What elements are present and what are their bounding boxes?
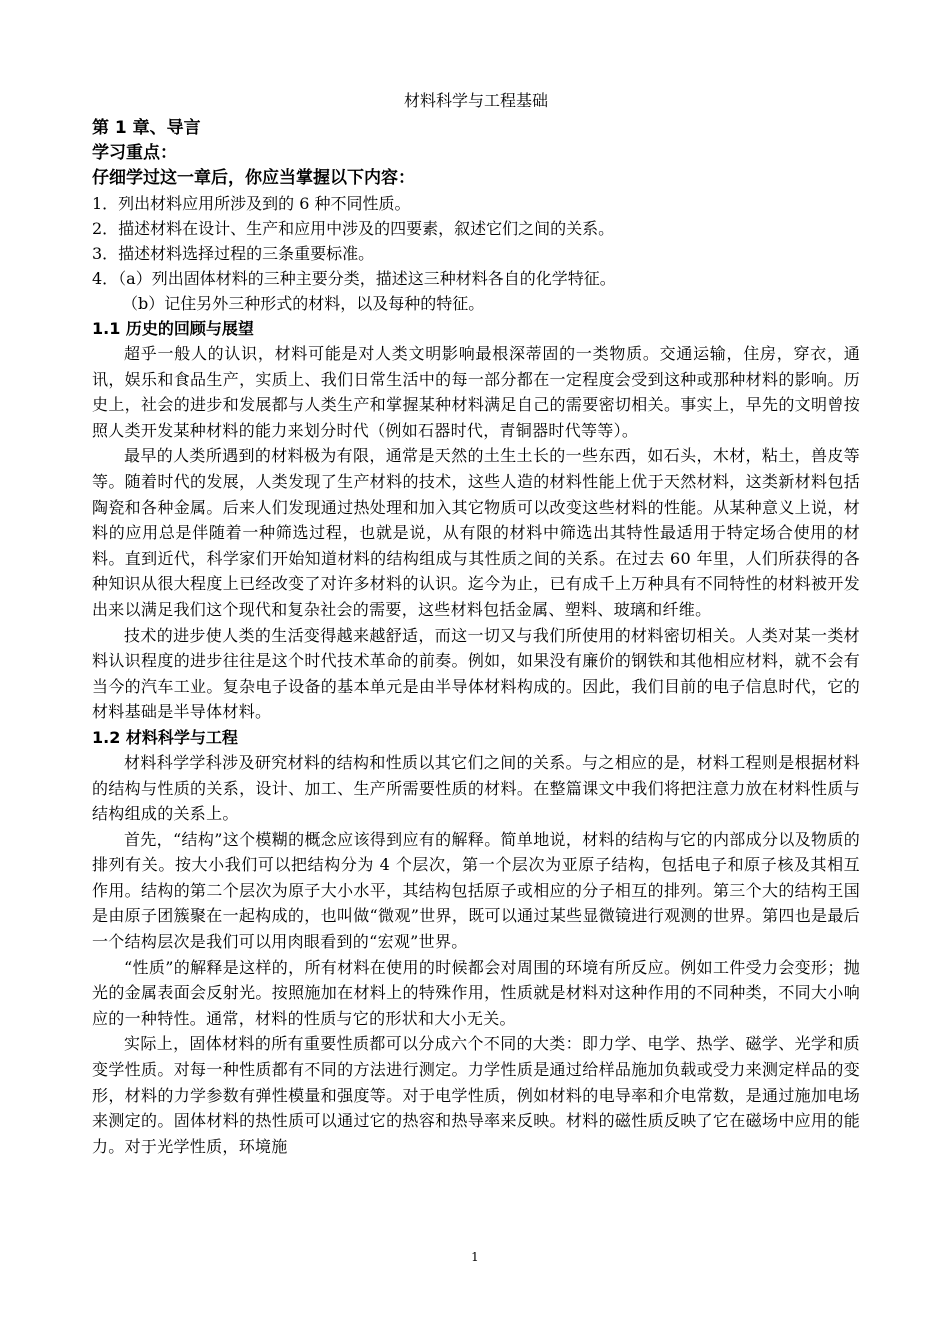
paragraph: 首先，“结构”这个模糊的概念应该得到应有的解释。简单地说，材料的结构与它的内部成分以及物质的排列有关。按大小我们可以把结构分为 4 个层次，第一个层次为亚原子结构，包括电子和原子核及其相互作用。结构的第二个层次为原子大小水平，其结构包括原子或相应的分子相互的排列。第三个大的结构王国是由原子团簇聚在一起构成的，也叫做“微观”世界，既可以通过某些显微镜进行观测的世界。第四也是最后一个结构层次是我们可以用肉眼看到的“宏观”世界。 (92, 829, 860, 952)
objective-item: 1．列出材料应用所涉及到的 6 种不同性质。 (92, 194, 411, 213)
paragraph: 技术的进步使人类的生活变得越来越舒适，而这一切又与我们所使用的材料密切相关。人类对某一类材料认识程度的进步往往是这个时代技术革命的前奏。例如，如果没有廉价的钢铁和其他相应材料，就不会有当今的汽车工业。复杂电子设备的基本单元是由半导体材料构成的。因此，我们目前的电子信息时代，它的材料基础是半导体材料。 (92, 625, 860, 722)
intro-line: 仔细学过这一章后，你应当掌握以下内容： (92, 168, 415, 188)
paragraph: 最早的人类所遇到的材料极为有限，通常是天然的土生土长的一些东西，如石头，木材，粘土，兽皮等等。随着时代的发展，人类发现了生产材料的技术，这些人造的材料性能上优于天然材料，这类新材料包括陶瓷和各种金属。后来人们发现通过热处理和加入其它物质可以改变这些材料的性能。从某种意义上说，材料的应用总是伴随着一种筛选过程，也就是说，从有限的材料中筛选出其特性最适用于特定场合使用的材料。直到近代，科学家们开始知道材料的结构组成与其性质之间的关系。在过去 60 年里，人们所获得的各种知识从很大程度上已经改变了对许多材料的认识。迄今为止，已有成千上万种具有不同特性的材料被开发出来以满足我们这个现代和复杂社会的需要，这些材料包括金属、塑料、玻璃和纤维。 (92, 446, 860, 619)
objective-subitem: （b）记住另外三种形式的材料，以及每种的特征。 (122, 294, 485, 313)
section-heading-materials-science: 1.2 材料科学与工程 (92, 727, 238, 747)
paragraph: “性质”的解释是这样的，所有材料在使用的时候都会对周围的环境有所反应。例如工件受力会变形；抛光的金属表面会反射光。按照施加在材料上的特殊作用，性质就是材料对这种作用的不同种类，不同大小响应的一种特性。通常，材料的性质与它的形状和大小无关。 (92, 957, 860, 1028)
paragraph: 实际上，固体材料的所有重要性质都可以分成六个不同的大类：即力学、电学、热学、磁学、光学和质变学性质。对每一种性质都有不同的方法进行测定。力学性质是通过给样品施加负载或受力来测定样品的变形，材料的力学参数有弹性模量和强度等。对于电学性质，例如材料的电导率和介电常数，是通过施加电场来测定的。固体材料的热性质可以通过它的热容和热导率来反映。材料的磁性质反映了它在磁场中应用的能力。对于光学性质，环境施 (92, 1034, 860, 1156)
chapter-heading: 第 1 章、导言 (92, 118, 201, 138)
paragraph: 材料科学学科涉及研究材料的结构和性质以其它们之间的关系。与之相应的是，材料工程则是根据材料的结构与性质的关系，设计、加工、生产所需要性质的材料。在整篇课文中我们将把注意力放在材料性质与结构组成的关系上。 (92, 752, 860, 824)
page-number: 1 (471, 1250, 479, 1264)
document-page (92, 88, 860, 1159)
objective-item: 3．描述材料选择过程的三条重要标准。 (92, 244, 375, 263)
paragraph: 超乎一般人的认识，材料可能是对人类文明影响最根深蒂固的一类物质。交通运输，住房，穿衣，通讯，娱乐和食品生产，实质上、我们日常生活中的每一部分都在一定程度会受到这种或那种材料的影响。历史上，社会的进步和发展都与人类生产和掌握某种材料满足自己的需要密切相关。事实上，早先的文明曾按照人类开发某种材料的能力来划分时代（例如石器时代，青铜器时代等等）。 (92, 344, 860, 440)
objective-item: 4．（a）列出固体材料的三种主要分类，描述这三种材料各自的化学特征。 (92, 269, 616, 288)
study-focus-label: 学习重点： (92, 143, 177, 163)
document-title: 材料科学与工程基础 (403, 91, 548, 110)
section-heading-history: 1.1 历史的回顾与展望 (92, 319, 254, 338)
objectives-list (92, 191, 860, 316)
objective-item: 2．描述材料在设计、生产和应用中涉及的四要素，叙述它们之间的关系。 (92, 219, 615, 238)
